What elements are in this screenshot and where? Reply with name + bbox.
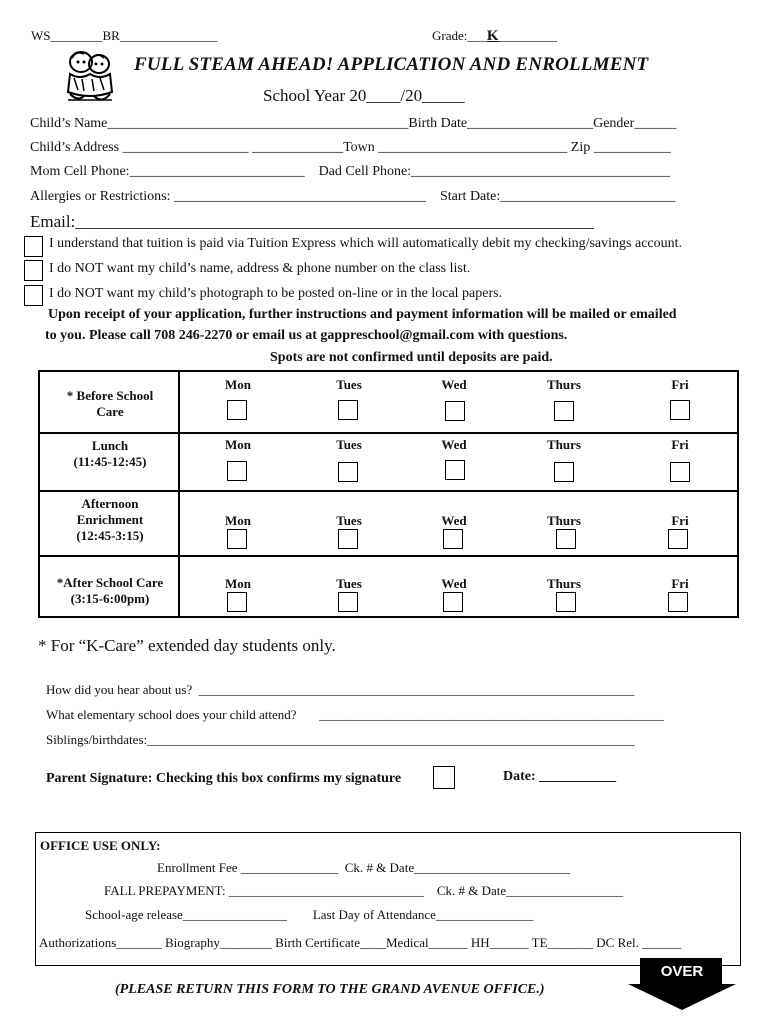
- form-title: FULL STEAM AHEAD! APPLICATION AND ENROLLMENT: [134, 54, 649, 75]
- class-list-optout-checkbox[interactable]: [24, 260, 43, 281]
- before-care-mon-checkbox[interactable]: [227, 400, 247, 420]
- day-label-fri: Fri: [671, 513, 689, 528]
- elementary-school-field[interactable]: What elementary school does your child attend? _____________________________________________________: [46, 707, 664, 722]
- day-label-thurs: Thurs: [547, 437, 581, 452]
- lunch-wed-checkbox[interactable]: [445, 460, 465, 480]
- lunch-mon-checkbox[interactable]: [227, 461, 247, 481]
- hear-about-field[interactable]: How did you hear about us? ___________________________________________________________________: [46, 682, 635, 697]
- day-label-thurs: Thurs: [547, 377, 581, 392]
- day-label-mon: Mon: [225, 377, 251, 392]
- day-label-thurs: Thurs: [547, 513, 581, 528]
- notice-line-1: Upon receipt of your application, further instructions and payment information will be mailed or emailed: [48, 307, 677, 322]
- before-care-fri-checkbox[interactable]: [670, 400, 690, 420]
- day-label-tues: Tues: [336, 377, 362, 392]
- authorizations-row[interactable]: Authorizations_______ Biography________ Birth Certificate____Medical______ HH______ TE_______ DC Rel. ______: [39, 935, 682, 950]
- office-use-title: OFFICE USE ONLY:: [40, 838, 161, 853]
- after-care-fri-checkbox[interactable]: [668, 592, 688, 612]
- day-label-mon: Mon: [225, 513, 251, 528]
- day-label-wed: Wed: [441, 437, 467, 452]
- day-label-thurs: Thurs: [547, 576, 581, 591]
- tuition-express-checkbox[interactable]: [24, 236, 43, 257]
- return-instructions: (PLEASE RETURN THIS FORM TO THE GRAND AVENUE OFFICE.): [115, 982, 545, 997]
- day-label-mon: Mon: [225, 437, 251, 452]
- tuition-express-label: I understand that tuition is paid via Tuition Express which will automatically debit my checking/savings account.: [49, 236, 683, 251]
- before-care-wed-checkbox[interactable]: [445, 401, 465, 421]
- lunch-tues-checkbox[interactable]: [338, 462, 358, 482]
- photo-optout-checkbox[interactable]: [24, 285, 43, 306]
- after-care-thurs-checkbox[interactable]: [556, 592, 576, 612]
- after-care-mon-checkbox[interactable]: [227, 592, 247, 612]
- notice-line-2: to you. Please call 708 246-2270 or email us at gappreschool@gmail.com with questions.: [45, 328, 568, 343]
- over-label: OVER: [660, 963, 704, 980]
- enrichment-tues-checkbox[interactable]: [338, 529, 358, 549]
- school-age-release-field[interactable]: School-age release________________ Last Day of Attendance_______________: [85, 907, 534, 922]
- fall-prepayment-field[interactable]: FALL PREPAYMENT: ______________________________ Ck. # & Date__________________: [104, 883, 624, 898]
- lunch-thurs-checkbox[interactable]: [554, 462, 574, 482]
- enrichment-fri-checkbox[interactable]: [668, 529, 688, 549]
- ws-field[interactable]: WS________BR_______________: [31, 28, 218, 43]
- before-care-thurs-checkbox[interactable]: [554, 401, 574, 421]
- child-name-field[interactable]: Child’s Name___________________________________________Birth Date__________________Gender______: [30, 116, 677, 131]
- siblings-field[interactable]: Siblings/birthdates:___________________________________________________________________________: [46, 732, 635, 747]
- day-label-tues: Tues: [336, 513, 362, 528]
- after-care-tues-checkbox[interactable]: [338, 592, 358, 612]
- mascot-logo: [64, 48, 116, 106]
- day-label-wed: Wed: [441, 377, 467, 392]
- enrichment-wed-checkbox[interactable]: [443, 529, 463, 549]
- after-care-wed-checkbox[interactable]: [443, 592, 463, 612]
- parent-signature-checkbox[interactable]: [433, 766, 455, 789]
- k-care-footnote: * For “K-Care” extended day students only.: [38, 636, 336, 655]
- day-label-wed: Wed: [441, 576, 467, 591]
- photo-optout-label: I do NOT want my child’s photograph to be posted on-line or in the local papers.: [49, 286, 503, 301]
- parent-signature-label: Parent Signature: Checking this box confirms my signature: [46, 771, 402, 786]
- email-field[interactable]: Email:_____________________________________________________________: [30, 212, 594, 231]
- row-label-before-school: * Before School Care: [66, 388, 154, 419]
- lunch-fri-checkbox[interactable]: [670, 462, 690, 482]
- before-care-tues-checkbox[interactable]: [338, 400, 358, 420]
- row-label-lunch: Lunch (11:45-12:45): [73, 438, 147, 469]
- enrichment-thurs-checkbox[interactable]: [556, 529, 576, 549]
- enrichment-mon-checkbox[interactable]: [227, 529, 247, 549]
- grade-field[interactable]: Grade:___K_________: [432, 28, 558, 44]
- notice-line-3: Spots are not confirmed until deposits are paid.: [270, 350, 553, 365]
- parent-phone-field[interactable]: Mom Cell Phone:_________________________ Dad Cell Phone:_____________________________________: [30, 164, 671, 179]
- office-use-box: [35, 832, 741, 966]
- school-year: School Year 20____/20_____: [263, 86, 465, 105]
- row-label-after-school: *After School Care (3:15-6:00pm): [56, 575, 164, 606]
- signature-date-field[interactable]: Date: ___________: [503, 769, 617, 784]
- schedule-grid: [38, 370, 739, 618]
- child-address-field[interactable]: Child’s Address __________________ _____________Town ___________________________ Zip ___________: [30, 140, 671, 155]
- day-label-fri: Fri: [671, 377, 689, 392]
- day-label-mon: Mon: [225, 576, 251, 591]
- allergies-field[interactable]: Allergies or Restrictions: ____________________________________ Start Date:_________________________: [30, 189, 676, 204]
- row-label-afternoon: Afternoon Enrichment (12:45-3:15): [76, 496, 144, 543]
- day-label-wed: Wed: [441, 513, 467, 528]
- day-label-tues: Tues: [336, 576, 362, 591]
- day-label-tues: Tues: [336, 437, 362, 452]
- day-label-fri: Fri: [671, 437, 689, 452]
- day-label-fri: Fri: [671, 576, 689, 591]
- enrollment-fee-field[interactable]: Enrollment Fee _______________ Ck. # & Date________________________: [157, 860, 571, 875]
- class-list-optout-label: I do NOT want my child’s name, address & phone number on the class list.: [49, 261, 471, 276]
